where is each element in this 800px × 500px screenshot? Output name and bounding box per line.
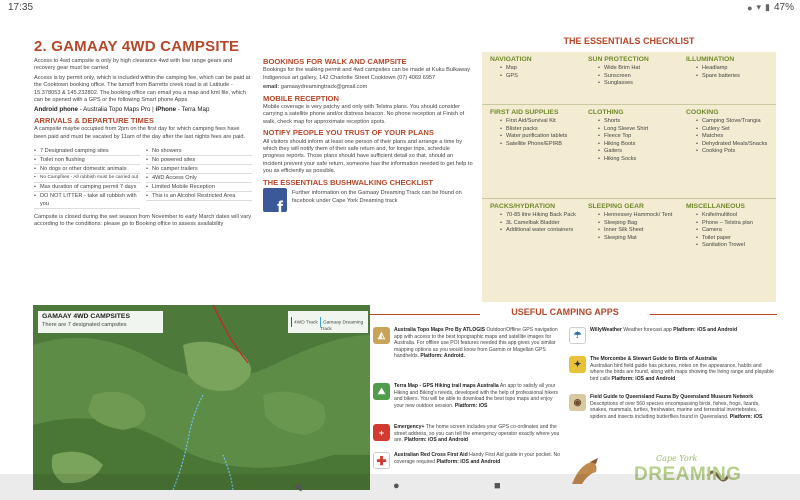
list-item: • Spare batteries	[696, 73, 772, 81]
list-item: • Cooking Pots	[696, 148, 772, 156]
map-subtitle: There are 7 designated campsites	[42, 322, 127, 328]
list-item: • Shorts	[598, 118, 674, 126]
map-title: GAMAAY 4WD CAMPSITES	[42, 313, 130, 320]
list-item: • Gaiters	[598, 148, 674, 156]
red-cross-icon: ✚	[373, 452, 390, 469]
intro-paragraph-1: Access to 4wd campsite is only by high clearance 4wd with low range gears and recovery gear must be carried	[34, 58, 233, 72]
map-legend	[288, 311, 368, 333]
checklist-sleeping-gear: SLEEPING GEAR • Hennessey Hammock/ Tent • Sleeping Bag • Inner Silk Sheet • Sleeping Mat	[580, 199, 678, 252]
list-item: • Sleeping Mat	[598, 235, 674, 243]
notify-heading: NOTIFY PEOPLE YOU TRUST OF YOUR PLANS	[263, 128, 434, 138]
list-item: • Sanitation Trowel	[696, 242, 772, 250]
checklist-row-2	[482, 104, 776, 166]
list-item: • Long Sleeve Shirt	[598, 126, 674, 134]
arrivals-heading: ARRIVALS & DEPARTURE TIMES	[34, 115, 154, 125]
checklist-box	[482, 52, 776, 302]
back-icon[interactable]: ◀	[293, 481, 302, 493]
status-right	[747, 2, 794, 13]
campsite-facts	[34, 147, 252, 209]
list-item: • Toilet paper	[696, 235, 772, 243]
checklist-miscellaneous: MISCELLANEOUS • Knife/multitool • Phone – Telstra plan • Camera • Toilet paper • Sanitation Trowel	[678, 199, 776, 252]
email-link[interactable]: gamaaydreamingtrack@gmail.com	[279, 84, 368, 91]
list-item: • GPS	[500, 73, 576, 81]
smartphone-apps-line: Android phone - Australia Topo Maps Pro | iPhone - Terra Map	[34, 106, 210, 114]
list-item: • Map	[500, 65, 576, 73]
list-item: • No showers	[146, 147, 252, 156]
location-icon: ●	[747, 2, 753, 13]
bookings-paragraph: Bookings for the walking permit and 4wd campsites can be made at Kuku Bulkaway Indigenous art gallery, 142 Charlotte Street Cooktown (07) 4069 6957	[263, 67, 471, 81]
app-topo-maps[interactable]: ◭ Australia Topo Maps Pro By ATLOGIS Outdoor/Offline GPS navigation app with access to the best topographic maps and satellite images for Australia. For offline use POI features needed this app gives you similar mapping options as you would know from Garmin or Magellan GPS handhelds. Platform: Android.	[373, 327, 561, 360]
list-item: • Camera	[696, 227, 772, 235]
weather-icon: ☂	[569, 327, 586, 344]
facts-list-right	[146, 147, 252, 209]
campsite-map[interactable]	[33, 305, 370, 490]
legend-dreaming-track: Gamaay Dreaming Track	[320, 317, 368, 332]
navigation-bar	[0, 474, 800, 500]
checklist-navigation: NAVIGATION • Map • GPS	[482, 52, 580, 90]
list-item: • Sunscreen	[598, 73, 674, 81]
app-terra-map[interactable]: ⛰ Terra Map - GPS Hiking trail maps Australia An app to satisfy all your Hiking and Biking's needs, developed with the help of professional hikers and bikers. You will be able to download the best topo maps and enjoy your new outdoor session. Platform: iOS	[373, 383, 561, 409]
home-icon[interactable]: ●	[393, 480, 400, 492]
list-item: • Wide Brim Hat	[598, 65, 674, 73]
facts-list-left	[34, 147, 140, 209]
list-item: • First Aid/Survival Kit	[500, 118, 576, 126]
list-item: • Blister packs	[500, 126, 576, 134]
list-item: • Matches	[696, 133, 772, 141]
list-item: • Hiking Socks	[598, 156, 674, 164]
topo-map-icon: ◭	[373, 327, 390, 344]
list-item: • 4WD Access Only	[146, 174, 252, 183]
status-bar	[0, 0, 800, 16]
closing-paragraph: Campsite is closed during the wet season from November to early March dates will vary according to the conditions: please go to Booking office to assess availability	[34, 214, 252, 228]
essentials-checklist	[482, 36, 776, 302]
app-bird-guide[interactable]: ✦ The Morcombe & Stewart Guide to Birds of Australia Australian bird field guide has pictures, notes on the appearance, habits and where the birds are found, along with maps showing the living range and playable bird calls Platform: iOS and Android	[569, 356, 774, 382]
app-red-cross[interactable]: ✚ Australian Red Cross First Aid Handy First Aid guide in your pocket. No coverage required Platform: iOS and Android	[373, 452, 561, 469]
app-emergency-plus[interactable]: + Emergency+ The home screen includes your GPS co-ordinates and the street address, so you can tell the emergency operator exactly where you are. Platform: iOS and Android	[373, 424, 561, 444]
campsite-info-column	[34, 58, 252, 231]
list-item: • No camper trailers	[146, 165, 252, 174]
intro-paragraph-2: Access is by permit only, which is included within the camping fee, which can be paid at the Cooktown booking office. The turnoff from Barretts creek road is at Latitude - 15.378053 & 145.232802. The booking office can email you a map and kml file, which can be opened with a GPS or the following Smart phone Apps	[34, 74, 251, 104]
checklist-sun-protection: SUN PROTECTION • Wide Brim Hat • Sunscreen • Sunglasses	[580, 52, 678, 90]
list-item: • Phone – Telstra plan	[696, 220, 772, 228]
bushwalking-checklist-heading: THE ESSENTIALS BUSHWALKING CHECKLIST	[263, 177, 434, 187]
list-item: • Camping Stove/Trangia	[696, 118, 772, 126]
checklist-cooking: COOKING • Camping Stove/Trangia • Cutlery Set • Matches • Dehydrated Meals/Snacks • Cooking Pots	[678, 105, 776, 166]
list-item: • Sleeping Bag	[598, 220, 674, 228]
emergency-plus-icon: +	[373, 424, 390, 441]
list-item: • 70-85 litre Hiking Back Pack	[500, 212, 576, 220]
list-item: • Headlamp	[696, 65, 772, 73]
list-item: • No Campfires - All rubbish must be carried out	[34, 174, 140, 183]
list-item: • Toilet non flushing	[34, 156, 140, 165]
facebook-row	[263, 188, 473, 218]
status-time: 17:35	[8, 2, 34, 13]
list-item: • DO NOT LITTER - take all rubbish with you	[34, 192, 140, 209]
checklist-packs-hydration: PACKS/HYDRATION • 70-85 litre Hiking Back Pack • 3L Camelbak Bladder • Additional water containers	[482, 199, 580, 252]
checklist-row-1	[482, 52, 776, 90]
checklist-illumination: ILLUMINATION • Headlamp • Spare batteries	[678, 52, 776, 90]
terra-map-icon: ⛰	[373, 383, 390, 400]
page-title: 2. GAMAAY 4WD CAMPSITE	[34, 38, 240, 55]
apps-title: USEFUL CAMPING APPS	[511, 307, 619, 317]
fauna-guide-icon: ◉	[569, 394, 586, 411]
app-willyweather[interactable]: ☂ WillyWeather Weather forecast app Platform: iOS and Android	[569, 327, 774, 344]
list-item: • Inner Silk Sheet	[598, 227, 674, 235]
bird-guide-icon: ✦	[569, 356, 586, 373]
list-item: • Sunglasses	[598, 80, 674, 88]
list-item: • 7 Designated camping sites	[34, 147, 140, 156]
bookings-column	[263, 57, 473, 218]
battery-icon: ▮	[765, 2, 770, 12]
checklist-first-aid: FIRST AID SUPPLIES • First Aid/Survival Kit • Blister packs • Water purification tablets • Satellite Phone/EPIRB	[482, 105, 580, 166]
arrivals-paragraph: A campsite maybe occupied from 2pm on the first day for which camping fees have been paid and must be vacated by 11am of the day after the last nights fees are paid.	[34, 126, 246, 140]
bookings-heading: BOOKINGS FOR WALK AND CAMPSITE	[263, 57, 407, 66]
notify-paragraph: All visitors should inform at least one person of their plans and arrange a time by which they will notify them of their safe return and, for longer trips, schedule progress reports. Those plans should have sufficient detail so that, should an incident prevent your safe return, someone has the information needed to get help to you as efficiently as possible.	[263, 138, 473, 175]
list-item: • This is an Alcohol Restricted Area	[146, 192, 252, 201]
apps-rule-right	[650, 314, 777, 315]
list-item: • Cutlery Set	[696, 126, 772, 134]
list-item: • Additional water containers	[500, 227, 576, 235]
list-item: • 3L Camelbak Bladder	[500, 220, 576, 228]
recents-icon[interactable]: ■	[494, 480, 501, 492]
legend-4wd-track: 4WD Track	[291, 317, 318, 327]
checklist-row-3	[482, 198, 776, 252]
checklist-title: THE ESSENTIALS CHECKLIST	[563, 36, 695, 46]
facebook-paragraph: Further information on the Gamaay Dreaming Track can be found on facebook under Cape York Dreaming track	[292, 190, 462, 204]
list-item: • Limited Mobile Reception	[146, 183, 252, 192]
apps-rule-left	[370, 314, 480, 315]
list-item: • Water purification tablets	[500, 133, 576, 141]
mobile-heading: MOBILE RECEPTION	[263, 93, 339, 103]
cape-york-dreaming-logo: Cape York DREAMING	[616, 454, 726, 490]
list-item: • Hiking Boots	[598, 141, 674, 149]
list-item: • No dogs or other domestic animals	[34, 165, 140, 174]
wifi-icon: ▾	[756, 2, 762, 12]
checklist-clothing: CLOTHING • Shorts • Long Sleeve Shirt • Fleece Top • Hiking Boots • Gaiters • Hiking Socks	[580, 105, 678, 166]
list-item: • Max duration of camping permit 7 days	[34, 183, 140, 192]
list-item: • Dehydrated Meals/Snacks	[696, 141, 772, 149]
list-item: • Knife/multitool	[696, 212, 772, 220]
list-item: • Satellite Phone/EPIRB	[500, 141, 576, 149]
app-fauna-guide[interactable]: ◉ Field Guide to Queensland Fauna By Queensland Museum Network Descriptions of over 560 species encompassing birds, fishes, frogs, lizards, snakes, mammals, turtles, freshwater, marine and terrestrial invertebrates, spiders and insects including butterflies found in Queensland. Platform: iOS	[569, 394, 774, 420]
list-item: • Hennessey Hammock/ Tent	[598, 212, 674, 220]
brochure-page	[0, 16, 800, 485]
mobile-paragraph: Mobile coverage is very patchy and only with Telstra plans. You should consider carrying a satellite phone and/or distress beacon. No phone reception at Finish of walk, check map for approximate reception spots.	[263, 104, 465, 125]
list-item: • No powered sites	[146, 156, 252, 165]
list-item: • Fleece Top	[598, 133, 674, 141]
battery-level: 47%	[773, 2, 794, 13]
map-title-box	[38, 311, 163, 333]
facebook-icon[interactable]: f	[263, 188, 287, 212]
email-line: email: gamaaydreamingtrack@gmail.com	[263, 84, 368, 91]
